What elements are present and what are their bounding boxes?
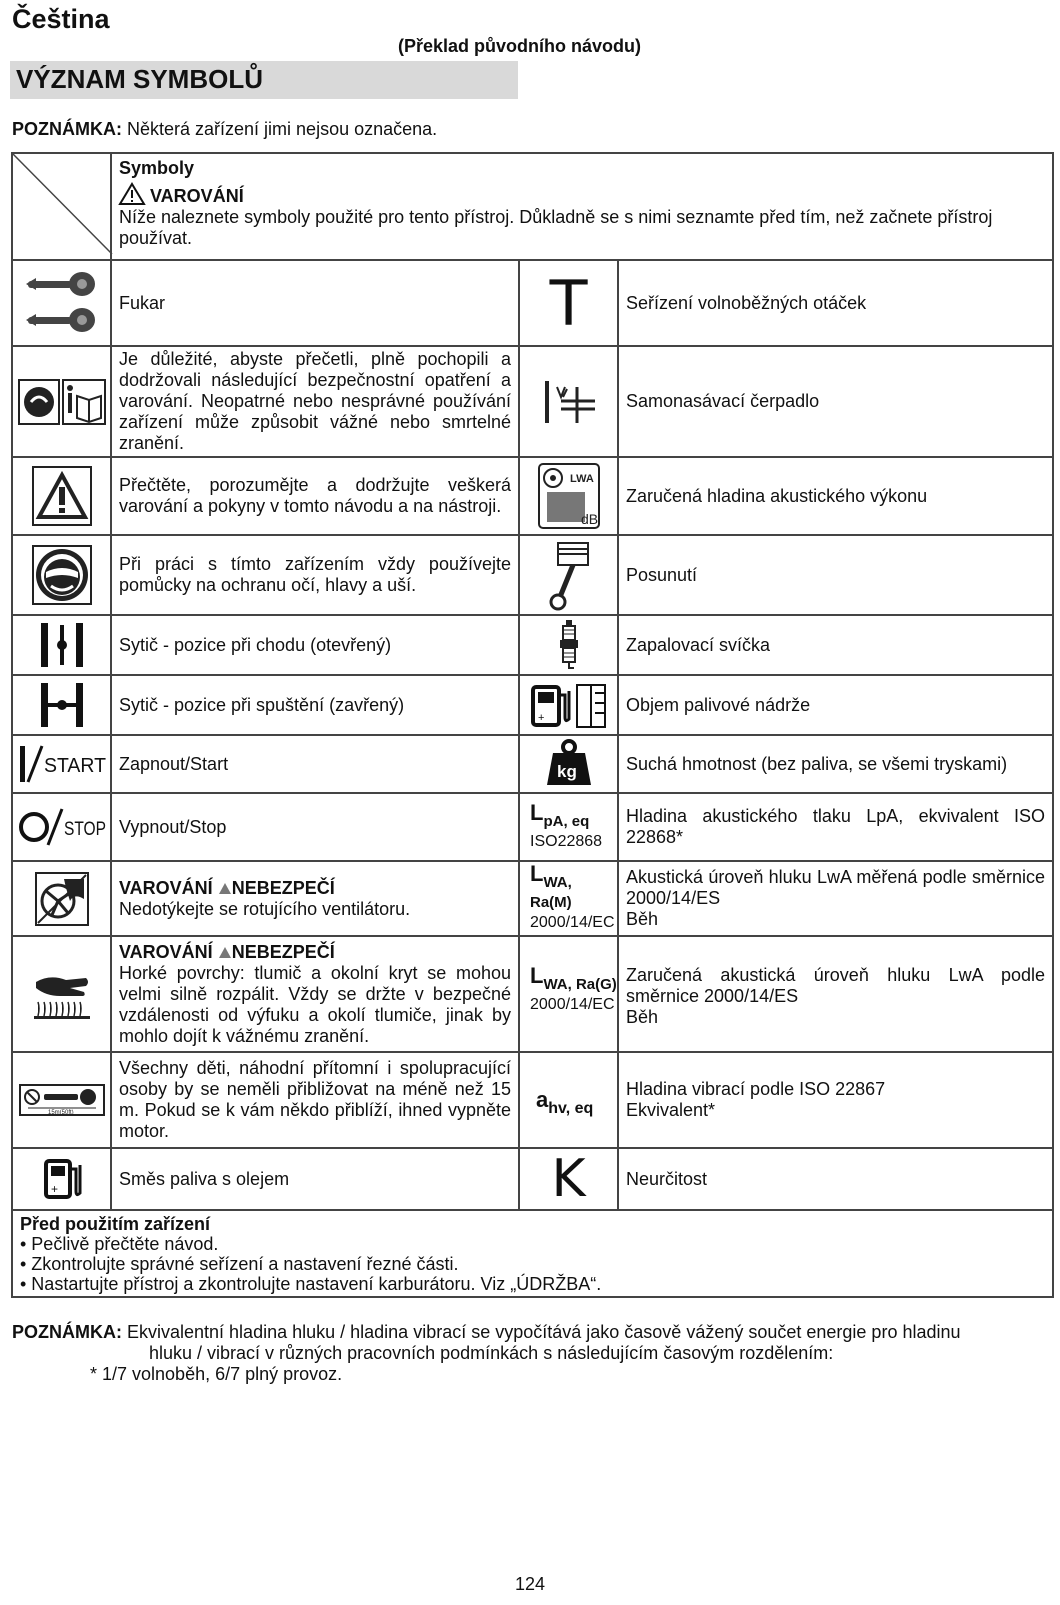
page-number: 124	[514, 1574, 546, 1594]
note-label: POZNÁMKA:	[12, 119, 122, 139]
fuel-tank-text: Objem palivové nádrže	[618, 675, 1053, 735]
before-use-item: • Nastartujte přístroj a zkontrolujte nastavení karburátoru. Viz „ÚDRŽBA“.	[20, 1274, 602, 1294]
lwa-guaranteed-text: Zaručená akustická úroveň hluku LwA podle směrnice 2000/14/ES	[626, 965, 1046, 1006]
lwa-m-sub: WA, Ra(M)	[530, 874, 572, 911]
intro-cell	[111, 153, 1053, 260]
vibration-cell	[618, 1052, 1053, 1148]
fan-warning-cell	[111, 861, 519, 936]
symbol-row-4	[12, 535, 1053, 615]
note-bottom-text: Ekvivalentní hladina hluku / hladina vibrací se vypočítává jako časově vážený součet energie pro hladinu	[122, 1322, 961, 1342]
note-top	[12, 119, 437, 140]
warning-triangle-small-icon	[218, 882, 232, 895]
note-text: Některá zařízení jimi nejsou označena.	[122, 119, 438, 139]
symbol-row-1	[12, 260, 1053, 346]
warning-triangle-icon	[12, 457, 111, 535]
protective-gear-text: Při práci s tímto zařízením vždy používejte pomůcky na ochranu očí, hlavy a uší.	[111, 535, 519, 615]
lwa-guaranteed-cell	[618, 936, 1053, 1052]
ahv-main: a	[536, 1087, 549, 1112]
diagonal-line	[13, 154, 112, 254]
hot-surface-icon	[12, 936, 111, 1052]
section-title: VÝZNAM SYMBOLŮ	[16, 64, 263, 94]
lwa-guaranteed-run: Běh	[626, 1007, 659, 1027]
lpa-standard: ISO22868	[530, 832, 603, 850]
symbol-row-3	[12, 457, 1053, 535]
primer-pump-icon	[519, 346, 618, 457]
read-manual-text: Je důležité, abyste přečetli, plně pochopili a dodržovali následující bezpečnostní opatření a varování. Neopatrné nebo nesprávné používání zařízení může způsobit vážné nebo smrtelné zranění.	[111, 346, 519, 457]
intro-warning-line	[119, 183, 1045, 207]
spark-plug-icon	[519, 615, 618, 675]
intro-row	[12, 153, 1053, 260]
hot-surface-cell	[111, 936, 519, 1052]
before-use-title: Před použitím zařízení	[20, 1214, 211, 1234]
before-use-cell	[12, 1210, 1053, 1297]
keep-distance-text: Všechny děti, náhodní přítomní i spolupracující osoby by se neměli přibližovat na méně než 15 m. Pokud se k vám někdo přiblíží, ihned vypněte motor.	[111, 1052, 519, 1148]
warning-triangle-small-icon	[119, 183, 145, 205]
symbol-row-5	[12, 615, 1053, 675]
lwa-m-main: L	[530, 861, 544, 886]
note-bottom	[12, 1322, 1042, 1385]
symbol-row-7	[12, 735, 1053, 793]
symbols-table	[11, 152, 1054, 1298]
uncertainty-icon: K	[519, 1148, 618, 1210]
lwa-m-standard: 2000/14/EC	[530, 914, 615, 931]
warning-text: Přečtěte, porozumějte a dodržujte veškerá varování a pokyny v tomto návodu a na nástroji.	[111, 457, 519, 535]
hot-warning-label: VAROVÁNÍ	[119, 941, 213, 962]
svg-text:dB: dB	[580, 511, 598, 527]
note-bottom-footnote: * 1/7 volnoběh, 6/7 plný provoz.	[90, 1364, 343, 1384]
choke-closed-icon	[12, 675, 111, 735]
svg-text:START: START	[43, 755, 106, 777]
rotating-fan-icon	[12, 861, 111, 936]
symbol-row-6	[12, 675, 1053, 735]
before-use-row	[12, 1210, 1053, 1297]
lpa-symbol	[519, 793, 618, 861]
displacement-text: Posunutí	[618, 535, 1053, 615]
lwa-measured-cell	[618, 861, 1053, 936]
lwa-measured-run: Běh	[626, 909, 659, 929]
stop-text: Vypnout/Stop	[111, 793, 519, 861]
symbol-row-12	[12, 1148, 1053, 1210]
fan-warning-label: VAROVÁNÍ	[119, 877, 213, 898]
fuel-oil-mix-text: Směs paliva s olejem	[111, 1148, 519, 1210]
lwa-measured-symbol	[519, 861, 618, 936]
vibration-equivalent: Ekvivalent*	[626, 1100, 716, 1120]
diagonal-cell	[12, 153, 111, 260]
stop-icon	[12, 793, 111, 861]
svg-text:15m(50ft): 15m(50ft)	[47, 1110, 74, 1116]
lwa-g-sub: WA, Ra(G)	[543, 976, 617, 993]
intro-text: Níže naleznete symboly použité pro tento přístroj. Důkladně se s nimi seznamte před tím, než začnete přístroj používat.	[119, 207, 993, 248]
start-text: Zapnout/Start	[111, 735, 519, 793]
fuel-oil-mix-icon	[12, 1148, 111, 1210]
lpa-main: L	[530, 799, 544, 825]
blower-icon	[12, 260, 111, 346]
lwa-g-standard: 2000/14/EC	[530, 996, 615, 1013]
fan-danger-label: NEBEZPEČÍ	[231, 877, 335, 898]
keep-distance-icon	[12, 1052, 111, 1148]
note-bottom-label: POZNÁMKA:	[12, 1322, 122, 1342]
symbol-row-9	[12, 861, 1053, 936]
before-use-item: • Pečlivě přečtěte návod.	[20, 1234, 219, 1254]
section-title-bar	[10, 61, 518, 99]
hot-surface-text: Horké povrchy: tlumič a okolní kryt se mohou velmi silně rozpálit. Vždy se držte v bezpečné vzdálenosti od výfuku a okolí tlumiče, jinak by mohlo dojít k vážnému zranění.	[119, 962, 511, 1046]
sound-power-text: Zaručená hladina akustického výkonu	[618, 457, 1053, 535]
start-icon	[12, 735, 111, 793]
warning-triangle-small-icon	[218, 946, 232, 959]
hot-danger-label: NEBEZPEČÍ	[231, 941, 335, 962]
svg-text:+: +	[537, 712, 544, 724]
symbol-row-11	[12, 1052, 1053, 1148]
ahv-symbol	[519, 1052, 618, 1148]
svg-text:STOP: STOP	[63, 819, 106, 840]
svg-text:+: +	[50, 1182, 58, 1196]
note-bottom-text-cont: hluku / vibrací v různých pracovních podmínkách s následujícím časovým rozdělením:	[149, 1343, 834, 1363]
translation-subtitle: (Překlad původního návodu)	[398, 36, 642, 56]
choke-open-icon	[12, 615, 111, 675]
lpa-sub: pA, eq	[543, 812, 590, 830]
blower-text: Fukar	[111, 260, 519, 346]
lpa-text: Hladina akustického tlaku LpA, ekvivalent ISO 22868*	[618, 793, 1053, 861]
dry-weight-icon	[519, 735, 618, 793]
displacement-icon	[519, 535, 618, 615]
choke-open-text: Sytič - pozice při chodu (otevřený)	[111, 615, 519, 675]
choke-closed-text: Sytič - pozice při spuštění (zavřený)	[111, 675, 519, 735]
before-use-item: • Zkontrolujte správné seřízení a nastavení řezné části.	[20, 1254, 459, 1274]
read-manual-icon	[12, 346, 111, 457]
uncertainty-text: Neurčitost	[618, 1148, 1053, 1210]
fuel-tank-icon	[519, 675, 618, 735]
lwa-g-main: L	[530, 963, 544, 988]
language-heading: Čeština	[12, 4, 110, 34]
fan-text: Nedotýkejte se rotujícího ventilátoru.	[119, 898, 411, 919]
ahv-sub: hv, eq	[548, 1100, 594, 1117]
symbol-row-10	[12, 936, 1053, 1052]
symbol-row-8	[12, 793, 1053, 861]
svg-text:kg: kg	[556, 762, 577, 781]
idle-adjust-text: Seřízení volnoběžných otáček	[618, 260, 1053, 346]
warning-label: VAROVÁNÍ	[150, 186, 244, 206]
protective-gear-icon	[12, 535, 111, 615]
vibration-text: Hladina vibrací podle ISO 22867	[626, 1079, 886, 1099]
symbol-row-2	[12, 346, 1053, 457]
idle-adjust-icon: T	[519, 260, 618, 346]
dry-weight-text: Suchá hmotnost (bez paliva, se všemi tryskami)	[618, 735, 1053, 793]
lwa-measured-text: Akustická úroveň hluku LwA měřená podle směrnice 2000/14/ES	[626, 867, 1046, 908]
spark-plug-text: Zapalovací svíčka	[618, 615, 1053, 675]
svg-text:LWA: LWA	[569, 473, 594, 485]
symbols-label: Symboly	[119, 158, 195, 178]
primer-pump-text: Samonasávací čerpadlo	[618, 346, 1053, 457]
sound-power-icon	[519, 457, 618, 535]
lwa-guaranteed-symbol	[519, 936, 618, 1052]
